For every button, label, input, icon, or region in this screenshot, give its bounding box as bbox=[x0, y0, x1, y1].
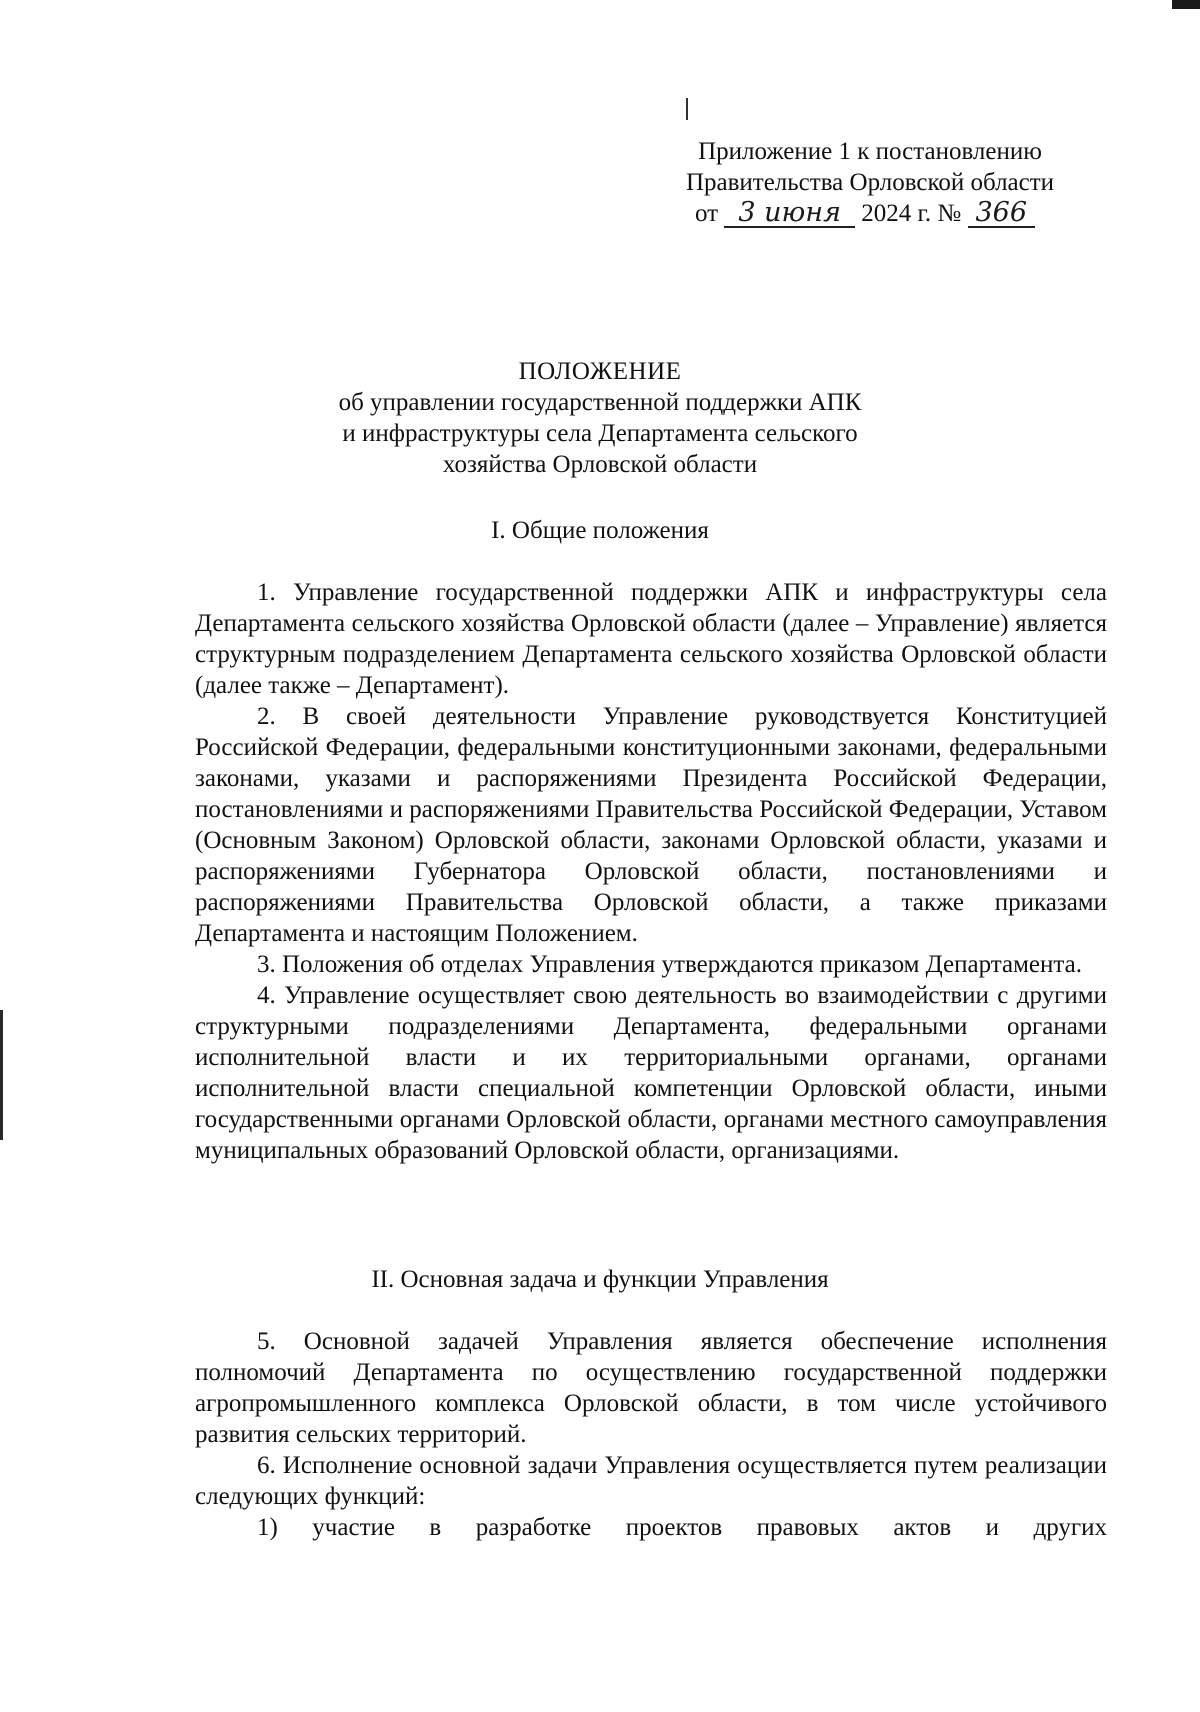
handwritten-date: 3 июня bbox=[724, 200, 855, 228]
title-line-3: хозяйства Орловской области bbox=[442, 451, 758, 478]
date-year: 2024 г. № bbox=[861, 200, 962, 227]
section-heading-2: II. Основная задача и функции Управления bbox=[371, 1266, 829, 1293]
paragraph-5: 5. Основной задачей Управления является обеспечение исполнения полномочий Департамента по осуществлению государственной поддержки агропромышленного комплекса Орловской области, в том числе устойчивого развития сельских территорий. bbox=[195, 1328, 1107, 1448]
handwritten-number: 366 bbox=[968, 200, 1036, 228]
appendix-line-1: Приложение 1 к постановлению bbox=[698, 138, 1042, 165]
date-prefix: от bbox=[695, 200, 719, 227]
document-type: ПОЛОЖЕНИЕ bbox=[518, 358, 682, 385]
scan-corner-mark bbox=[1172, 0, 1200, 9]
paragraph-3: 3. Положения об отделах Управления утверждаются приказом Департамента. bbox=[257, 951, 1082, 978]
paragraph-2: 2. В своей деятельности Управление руководствуется Конституцией Российской Федерации, федеральными конституционными законами, федеральными законами, указами и распоряжениями Президента Российской Федерации, постановлениями и распоряжениями Правительства Российской Федерации, Уставом (Основным Законом) Орловской области, законами Орловской области, указами и распоряжениями Губернатора Орловской области, постановлениями и распоряжениями Правительства Орловской области, а также приказами Департамента и настоящим Положением. bbox=[195, 703, 1107, 947]
scan-tick-mark bbox=[686, 98, 688, 120]
paragraph-4: 4. Управление осуществляет свою деятельность во взаимодействии с другими структурными подразделениями Департамента, федеральными органами исполнительной власти и их территориальными органами, органами исполнительной власти специальной компетенции Орловской области, иными государственными органами Орловской области, органами местного самоуправления муниципальных образований Орловской области, организациями. bbox=[195, 982, 1107, 1164]
scan-edge-mark bbox=[0, 1010, 3, 1140]
paragraph-6-item-1: 1) участие в разработке проектов правовых актов и других bbox=[257, 1514, 1107, 1541]
section-2-body bbox=[195, 1326, 1107, 1543]
section-heading-1: I. Общие положения bbox=[491, 517, 709, 544]
document-title bbox=[300, 356, 900, 480]
paragraph-6: 6. Исполнение основной задачи Управления осуществляется путем реализации следующих функций: bbox=[195, 1452, 1107, 1510]
title-line-1: об управлении государственной поддержки АПК bbox=[338, 389, 862, 416]
appendix-header bbox=[620, 136, 1120, 229]
section-1-body bbox=[195, 577, 1107, 1166]
title-line-2: и инфраструктуры села Департамента сельского bbox=[342, 420, 858, 447]
appendix-line-2: Правительства Орловской области bbox=[685, 169, 1055, 196]
paragraph-1: 1. Управление государственной поддержки АПК и инфраструктуры села Департамента сельского хозяйства Орловской области (далее – Управление) является структурным подразделением Департамента сельского хозяйства Орловской области (далее также – Департамент). bbox=[195, 579, 1107, 699]
appendix-date-line bbox=[620, 198, 1120, 229]
